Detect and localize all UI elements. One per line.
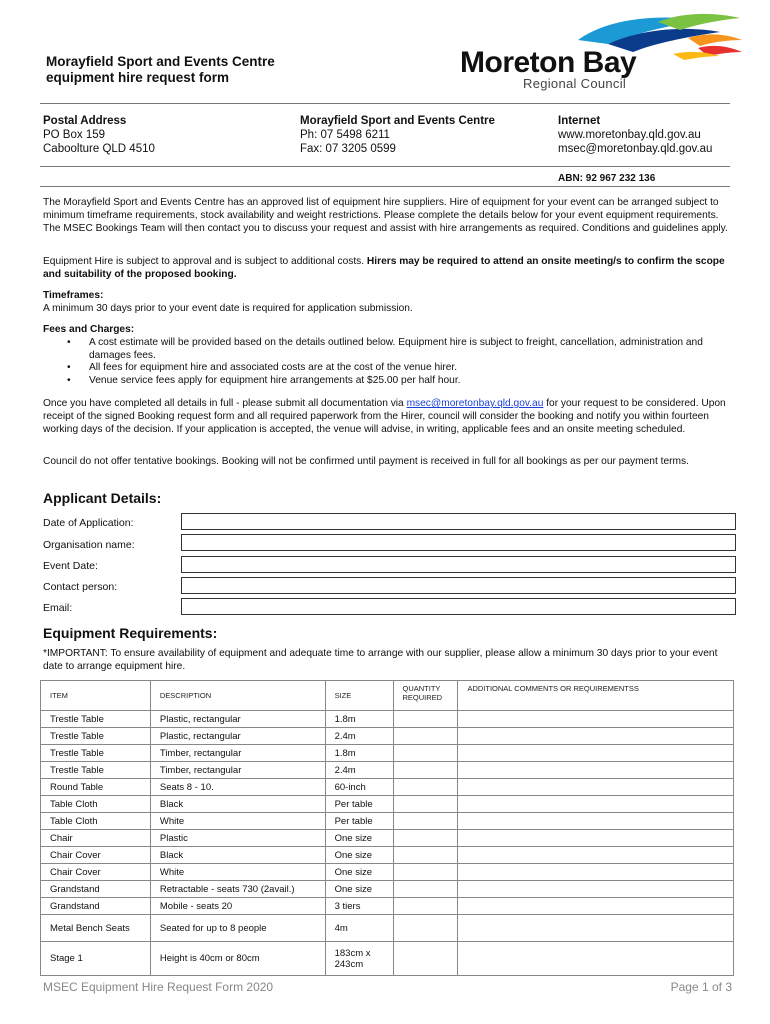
cell-size: One size	[325, 847, 393, 864]
cell-size: 60-inch	[325, 779, 393, 796]
intro-paragraph-2	[43, 256, 733, 282]
quantity-input-cell[interactable]	[393, 745, 458, 762]
form-title-line2: equipment hire request form	[46, 70, 230, 85]
comments-input-cell[interactable]	[458, 762, 734, 779]
table-row	[41, 864, 734, 881]
cell-item: Grandstand	[41, 881, 151, 898]
centre-fax: Fax: 07 3205 0599	[300, 143, 396, 155]
quantity-input-cell[interactable]	[393, 711, 458, 728]
cell-size: 2.4m	[325, 728, 393, 745]
cell-desc: Retractable - seats 730 (2avail.)	[150, 881, 325, 898]
quantity-input-cell[interactable]	[393, 830, 458, 847]
quantity-input-cell[interactable]	[393, 796, 458, 813]
col-quantity: QUANTITY REQUIRED	[393, 681, 458, 711]
applicant-heading: Applicant Details:	[43, 490, 162, 506]
table-row	[41, 915, 734, 942]
cell-size: 1.8m	[325, 745, 393, 762]
payment-paragraph: Council do not offer tentative bookings. Booking will not be confirmed until payment is received in full for all bookings as per our payment terms.	[43, 456, 689, 467]
cell-item: Chair Cover	[41, 847, 151, 864]
table-row	[41, 745, 734, 762]
form-title	[46, 54, 275, 86]
cell-item: Round Table	[41, 779, 151, 796]
table-row	[41, 711, 734, 728]
cell-size: One size	[325, 881, 393, 898]
centre-phone: Ph: 07 5498 6211	[300, 129, 390, 141]
submission-email-link[interactable]: msec@moretonbay.qld.gov.au	[406, 398, 544, 409]
cell-desc: Timber, rectangular	[150, 762, 325, 779]
contact-person-input[interactable]	[181, 577, 736, 594]
equipment-heading: Equipment Requirements:	[43, 625, 218, 641]
quantity-input-cell[interactable]	[393, 881, 458, 898]
submission-paragraph	[43, 398, 733, 436]
timeframes-section	[43, 290, 733, 316]
comments-input-cell[interactable]	[458, 864, 734, 881]
intro-p2-bold: Hirers may be required to attend an onsite meeting/s to confirm the scope and suitability of the proposed booking.	[43, 256, 725, 280]
fees-bullet: • Venue service fees apply for equipment hire arrangements at $25.00 per half hour.	[89, 375, 733, 388]
quantity-input-cell[interactable]	[393, 898, 458, 915]
cell-item: Chair Cover	[41, 864, 151, 881]
table-row	[41, 830, 734, 847]
col-size: SIZE	[325, 681, 393, 711]
comments-input-cell[interactable]	[458, 779, 734, 796]
comments-input-cell[interactable]	[458, 881, 734, 898]
field-label-date: Date of Application:	[43, 517, 134, 529]
equipment-important-note: *IMPORTANT: To ensure availability of equipment and adequate time to arrange with our supplier, please allow a minimum 30 days prior to your event date to arrange equipment hire.	[43, 648, 718, 672]
cell-size: Per table	[325, 796, 393, 813]
comments-input-cell[interactable]	[458, 915, 734, 942]
cell-item: Trestle Table	[41, 745, 151, 762]
event-date-input[interactable]	[181, 556, 736, 573]
intro-p2-plain: Equipment Hire is subject to approval and is subject to additional costs.	[43, 256, 367, 267]
equipment-table	[40, 680, 734, 976]
cell-desc: Seated for up to 8 people	[150, 915, 325, 942]
cell-size: 3 tiers	[325, 898, 393, 915]
col-item: ITEM	[41, 681, 151, 711]
timeframes-text: A minimum 30 days prior to your event date is required for application submission.	[43, 302, 413, 314]
field-label-organisation: Organisation name:	[43, 539, 135, 551]
logo-name: Moreton Bay	[460, 46, 637, 79]
cell-desc: Plastic	[150, 830, 325, 847]
internet-web: www.moretonbay.qld.gov.au	[558, 129, 701, 141]
postal-heading: Postal Address	[43, 115, 127, 127]
quantity-input-cell[interactable]	[393, 864, 458, 881]
comments-input-cell[interactable]	[458, 796, 734, 813]
cell-size: 1.8m	[325, 711, 393, 728]
cell-desc: Black	[150, 847, 325, 864]
cell-desc: White	[150, 813, 325, 830]
timeframes-heading: Timeframes:	[43, 290, 104, 301]
comments-input-cell[interactable]	[458, 898, 734, 915]
cell-desc: Timber, rectangular	[150, 745, 325, 762]
field-label-contact: Contact person:	[43, 581, 118, 593]
quantity-input-cell[interactable]	[393, 915, 458, 942]
date-of-application-input[interactable]	[181, 513, 736, 530]
intro-divider	[40, 186, 730, 187]
organisation-name-input[interactable]	[181, 534, 736, 551]
table-row	[41, 762, 734, 779]
cell-size: Per table	[325, 813, 393, 830]
table-row	[41, 779, 734, 796]
table-row	[41, 728, 734, 745]
cell-desc: Plastic, rectangular	[150, 728, 325, 745]
quantity-input-cell[interactable]	[393, 847, 458, 864]
quantity-input-cell[interactable]	[393, 942, 458, 976]
cell-item: Table Cloth	[41, 796, 151, 813]
cell-size: One size	[325, 864, 393, 881]
postal-line2: Caboolture QLD 4510	[43, 143, 155, 155]
table-row	[41, 881, 734, 898]
internet-heading: Internet	[558, 115, 601, 127]
cell-desc: White	[150, 864, 325, 881]
fees-heading: Fees and Charges:	[43, 324, 135, 335]
quantity-input-cell[interactable]	[393, 762, 458, 779]
quantity-input-cell[interactable]	[393, 728, 458, 745]
centre-heading: Morayfield Sport and Events Centre	[300, 115, 495, 127]
internet-block	[558, 114, 712, 156]
comments-input-cell[interactable]	[458, 728, 734, 745]
field-label-email: Email:	[43, 602, 73, 614]
quantity-input-cell[interactable]	[393, 779, 458, 796]
comments-input-cell[interactable]	[458, 942, 734, 976]
col-description: DESCRIPTION	[150, 681, 325, 711]
cell-desc: Black	[150, 796, 325, 813]
cell-item: Trestle Table	[41, 762, 151, 779]
table-row	[41, 796, 734, 813]
header-divider	[40, 103, 730, 104]
footer-text: MSEC Equipment Hire Request Form 2020	[43, 980, 274, 994]
cell-item: Table Cloth	[41, 813, 151, 830]
intro-paragraph-1: The Morayfield Sport and Events Centre has an approved list of equipment hire suppliers. Hire of equipment for your event can be arranged subject to minimum timeframe requirements, stock availability and weight restrictions. Please complete the details below for your event equipment requirements. The MSEC Bookings Team will then contact you to discuss your request and assist with hire arrangements as required. Conditions and guidelines apply.	[43, 197, 728, 234]
comments-input-cell[interactable]	[458, 813, 734, 830]
page-number: Page 1 of 3	[670, 980, 732, 994]
internet-email: msec@moretonbay.qld.gov.au	[558, 143, 713, 155]
cell-size: One size	[325, 830, 393, 847]
cell-item: Stage 1	[41, 942, 151, 976]
cell-desc: Height is 40cm or 80cm	[150, 942, 325, 976]
cell-item: Trestle Table	[41, 728, 151, 745]
fees-bullet: • All fees for equipment hire and associated costs are at the cost of the venue hirer.	[89, 362, 733, 375]
postal-line1: PO Box 159	[43, 129, 106, 141]
cell-desc: Seats 8 - 10.	[150, 779, 325, 796]
logo-subtitle: Regional Council	[523, 76, 627, 91]
table-row	[41, 847, 734, 864]
col-comments: ADDITIONAL COMMENTS OR REQUIREMENTSS	[458, 681, 734, 711]
centre-contact-block	[300, 114, 495, 156]
submission-text-b: for your request to be considered. Upon receipt of the signed Booking request form and all required paperwork from the Hirer, council will consider the booking and notify you within fourteen working days of the decision. If your application is accepted, the venue will advise, in writing, applicable fees and an onsite meeting scheduled.	[43, 398, 726, 435]
cell-item: Grandstand	[41, 898, 151, 915]
table-row	[41, 942, 734, 976]
comments-input-cell[interactable]	[458, 847, 734, 864]
fees-section	[43, 324, 733, 388]
cell-size: 2.4m	[325, 762, 393, 779]
form-title-line1: Morayfield Sport and Events Centre	[46, 54, 275, 69]
cell-item: Metal Bench Seats	[41, 915, 151, 942]
submission-text-a: Once you have completed all details in full - please submit all documentation via	[43, 398, 407, 409]
comments-input-cell[interactable]	[458, 745, 734, 762]
fees-bullet: • A cost estimate will be provided based on the details outlined below. Equipment hire is subject to freight, cancellation, administration and damages fees.	[89, 337, 733, 363]
comments-input-cell[interactable]	[458, 711, 734, 728]
table-row	[41, 898, 734, 915]
cell-desc: Plastic, rectangular	[150, 711, 325, 728]
postal-address-block	[43, 114, 155, 156]
abn-divider	[40, 166, 730, 167]
field-label-event-date: Event Date:	[43, 560, 98, 572]
table-row	[41, 813, 734, 830]
cell-size: 183cm x 243cm	[325, 942, 393, 976]
cell-desc: Mobile - seats 20	[150, 898, 325, 915]
email-input[interactable]	[181, 598, 736, 615]
equipment-table-header	[41, 681, 734, 711]
quantity-input-cell[interactable]	[393, 813, 458, 830]
cell-size: 4m	[325, 915, 393, 942]
cell-item: Trestle Table	[41, 711, 151, 728]
cell-item: Chair	[41, 830, 151, 847]
abn: ABN: 92 967 232 136	[558, 173, 656, 184]
comments-input-cell[interactable]	[458, 830, 734, 847]
